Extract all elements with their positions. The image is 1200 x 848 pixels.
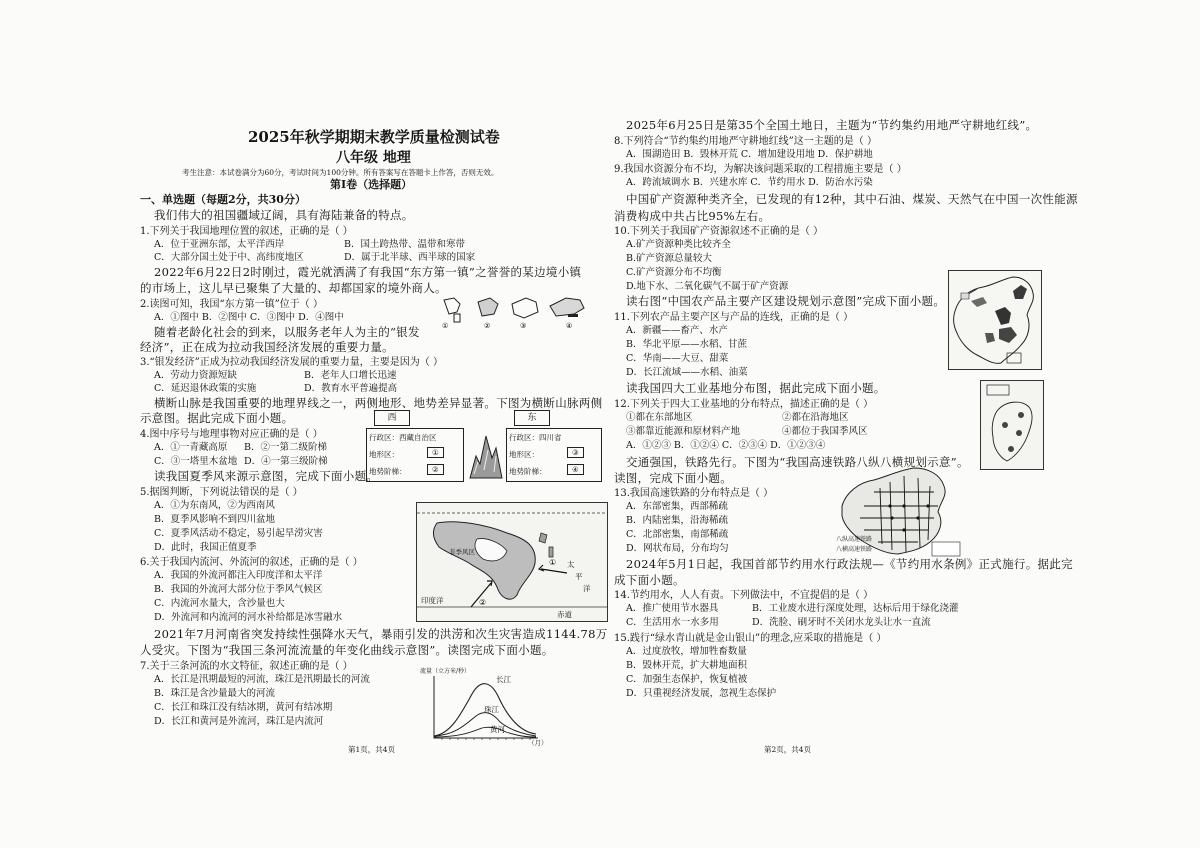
exam-subtitle: 八年级 地理 [336,150,411,166]
circle-3: ③ [567,447,584,458]
intro-3a: 随着老龄化社会的到来，以服务老年人为主的“银发 [154,325,420,339]
q11-option-b: B．华北平原——水稻、甘蔗 [626,339,747,350]
svg-text:③: ③ [520,322,527,330]
q1-option-d: D．属于北半球、西半球的国家 [344,252,476,263]
question-2: 2.读图可知，我国“东方第一镇”位于（ ） [140,299,323,310]
flow-ylabel: 流量（立方米/秒） [420,668,471,675]
pacific-label-1: 太 [567,560,575,569]
q7-option-c: C．长江和珠江没有结冰期，黄河有结冰期 [154,702,333,713]
q1-option-a: A．位于亚洲东部，太平洋西岸 [154,239,285,250]
left-page [140,0,610,848]
west-region: 行政区：西藏自治区 [369,433,437,442]
exam-title: 2025年秋学期期末教学质量检测试卷 [248,128,500,146]
q14-option-a: A．推广使用节水器具 [626,603,719,614]
section-heading: 一、单选题（每题2分，共30分） [140,193,306,206]
river-flow-chart [420,666,550,748]
q10-option-b: B.矿产资源总量较大 [626,253,713,264]
q13-option-d: D．网状布局，分布均匀 [626,543,729,554]
intro-2b: 的市场上，这儿早已聚集了大量的、却都国家的境外商人。 [140,281,447,295]
west-box [366,428,464,482]
question-1: 1.下列关于我国地理位置的叙述，正确的是（ ） [140,226,353,237]
question-11: 11.下列农产品主要产区与产品的连线，正确的是（ ） [614,312,854,323]
q1-option-b: B．国土跨热带、温带和寒带 [344,239,465,250]
q14-option-b: B．工业废水进行深度处理，达标后用于绿化浇灌 [752,603,959,614]
q5-option-a: A．①为东南风，②为西南风 [154,500,275,511]
q15-option-c: C．加强生态保护，恢复植被 [626,674,748,685]
intro-12: 读我国四大工业基地分布图，据此完成下面小题。 [626,381,886,395]
monsoon-map [416,502,608,622]
hengduan-figure [366,410,602,482]
nonmonsoon-label: 非季风区 [449,548,475,556]
volume-heading: 第Ⅰ卷（选择题） [330,178,413,191]
intro-14b: 成下面小题。 [614,573,685,587]
question-4: 4.图中序号与地理事物对应正确的是（ ） [140,429,323,440]
q5-option-c: C．夏季风活动不稳定，易引起旱涝灾害 [154,528,323,539]
svg-text:④: ④ [566,322,573,330]
industry-map [980,380,1044,470]
q15-option-b: B．毁林开荒，扩大耕地面积 [626,660,747,671]
q6-option-b: B．我国的外流河大部分位于季风气候区 [154,584,323,595]
intro-4a: 横断山脉是我国重要的地理界线之一，两侧地形、地势差异显著。下图为横断山脉两侧 [154,396,603,410]
q3-option-b: B．老年人口增长迅速 [304,370,397,381]
mountain-graphic [466,426,506,482]
exam-notice: 考生注意：本试卷满分为60分，考试时间为100分钟。所有答案写在答题卡上作答，否则无效。 [182,168,499,177]
east-town-maps [440,292,600,332]
question-15: 15.践行“绿水青山就是金山银山”的理念,应采取的措施是（ ） [614,633,887,644]
q12-statement-1: ①都在东部地区 [626,412,693,423]
q15-option-a: A．过度放牧，增加牲畜数量 [626,646,747,657]
circle-1: ① [427,447,444,458]
left-footer: 第1页，共4页 [348,745,396,754]
question-3: 3.“银发经济”正成为拉动我国经济发展的重要力量，主要是因为（ ） [140,357,443,368]
question-9: 9.我国水资源分布不均，为解决该问题采取的工程措施主要是（ ） [614,164,907,175]
q2-options: A．①图中 B．②图中 C．③图中 D．④图中 [154,312,344,323]
intro-7b: 人受灾。下图为“我国三条河流流量的年变化曲线示意图”。读图完成下面小题。 [140,643,554,657]
q10-option-a: A.矿产资源种类比较齐全 [626,239,731,250]
q13-option-b: B．内陆密集，沿海稀疏 [626,515,728,526]
circle-4: ④ [567,464,584,475]
svg-text:②: ② [479,598,487,607]
q12-statement-4: ④都位于我国季风区 [782,426,868,437]
right-footer: 第2页，共4页 [764,745,812,754]
q10-option-c: C.矿产资源分布不均衡 [626,267,722,278]
q10-option-d: D.地下水、二氧化碳气不属于矿产资源 [626,281,789,292]
intro-10a: 中国矿产资源种类齐全，已发现的有12种，其中石油、煤炭、天然气在中国一次性能源 [626,192,1078,206]
q9-options: A．跨流域调水 B．兴建水库 C．节约用水 D．防治水污染 [626,177,873,188]
rail-legend-2: 八横高速铁路 [836,546,873,553]
question-10: 10.下列关于我国矿产资源叙述不正确的是（ ） [614,226,824,237]
question-8: 8.下列符合“节约集约用地严守耕地红线”这一主题的是（ ） [614,136,877,147]
intro-10b: 消费构成中共占比95%左右。 [614,209,771,223]
intro-1: 我们伟大的祖国疆域辽阔，具有海陆兼备的特点。 [154,208,414,222]
series-changjiang: 长江 [496,675,511,684]
intro-11: 读右图“中国农产品主要产区建设规划示意图”完成下面小题。 [626,294,946,308]
indian-ocean-label: 印度洋 [421,596,444,605]
question-12: 12.下列关于四大工业基地的分布特点，描述正确的是（ ） [614,399,874,410]
q7-option-a: A．长江是汛期最短的河流，珠江是汛期最长的河流 [154,674,370,685]
q3-option-c: C．延迟退休政策的实施 [154,383,257,394]
q1-option-c: C．大部分国土处于中、高纬度地区 [154,252,304,263]
q14-option-c: C．生活用水一水多用 [626,617,719,628]
monsoon-map-graphic [417,503,607,621]
q4-option-c: C．③一塔里木盆地 [154,456,238,467]
q4-option-d: D．④一第三级阶梯 [244,456,328,467]
svg-text:②: ② [484,322,491,330]
equator-label: 赤道 [557,610,572,619]
q13-option-c: C．北部密集，南部稀疏 [626,529,729,540]
q4-option-b: B．②一第二级阶梯 [244,442,327,453]
q7-option-d: D．长江和黄河是外流河，珠江是内流河 [154,716,324,727]
intro-13a: 交通强国，铁路先行。下图为“我国高速铁路八纵八横规划示意”。 [626,455,969,469]
intro-13b: 读图，完成下面小题。 [614,471,732,485]
q15-option-d: D．只重视经济发展，忽视生态保护 [626,688,777,699]
right-page [614,0,1078,848]
east-label: 东 [514,410,550,426]
east-region: 行政区：四川省 [509,433,562,442]
east-step: 地势阶梯： [509,467,547,476]
q7-option-b: B．珠江是含沙量最大的河流 [154,688,275,699]
q4-option-a: A．①一青藏高原 [154,442,228,453]
svg-text:①: ① [442,322,449,330]
east-terrain: 地形区： [509,450,539,459]
west-label: 西 [374,410,410,426]
rail-legend-1: 八纵高速铁路 [836,536,873,543]
question-6: 6.关于我国内流河、外流河的叙述，正确的是（ ） [140,557,363,568]
series-huanghe: 黄河 [490,725,505,734]
q12-statement-2: ②都在沿海地区 [782,412,849,423]
flow-xlabel: （月） [528,739,548,747]
question-5: 5.据图判断，下列说法错误的是（ ） [140,487,303,498]
q11-option-a: A．新疆——畜产、水产 [626,325,728,336]
question-13: 13.我国高速铁路的分布特点是（ ） [614,488,774,499]
west-step: 地势阶梯： [369,467,407,476]
intro-3b: 经济”，正在成为拉动我国经济发展的重要力量。 [140,340,394,354]
series-zhujiang: 珠江 [484,705,499,714]
intro-14a: 2024年5月1日起，我国首部节约用水行政法规—《节约用水条例》正式施行。据此完 [626,557,1073,571]
intro-5: 读我国夏季风来源示意图，完成下面小题。 [154,469,379,483]
q3-option-a: A．劳动力资源短缺 [154,370,237,381]
question-7: 7.关于三条河流的水文特征，叙述正确的是（ ） [140,661,353,672]
question-14: 14.节约用水，人人有责。下列做法中，不宜提倡的是（ ） [614,590,874,601]
pacific-label-2: 平 [575,572,583,581]
agri-map [948,270,1042,370]
intro-8: 2025年6月25日是第35个全国土地日，主题为“节约集约用地严守耕地红线”。 [626,118,1038,132]
q6-option-a: A．我国的外流河都注入印度洋和太平洋 [154,570,323,581]
q5-option-b: B．夏季风影响不到四川盆地 [154,514,275,525]
east-box [506,428,602,482]
q3-option-d: D．教育水平普遍提高 [304,383,398,394]
intro-2a: 2022年6月22日2时刚过，霞光就洒满了有我国“东方第一镇”之誉誉的某边境小镇 [154,265,582,279]
q14-option-d: D．洗脸、刷牙时不关闭水龙头让水一直流 [752,617,931,628]
rail-map [834,462,964,558]
q5-option-d: D．此时，我国正值夏季 [154,542,257,553]
q13-option-a: A．东部密集，西部稀疏 [626,501,728,512]
pacific-label-3: 洋 [583,584,591,593]
industry-map-graphic [981,381,1043,469]
intro-7a: 2021年7月河南省突发持续性强降水天气，暴雨引发的洪涝和次生灾害造成1144.78万 [154,627,608,641]
west-terrain: 地形区： [369,450,399,459]
circle-2: ② [427,464,444,475]
q12-options: A．①②③ B．①②④ C．②③④ D．①②③④ [626,440,826,451]
q6-option-d: D．外流河和内流河的河水补给都是冰雪融水 [154,612,343,623]
q12-statement-3: ③都靠近能源和原材料产地 [626,426,741,437]
intro-4b: 示意图。据此完成下面小题。 [140,411,294,425]
q11-option-d: D．长江流域——水稻、油菜 [626,367,748,378]
svg-text:①: ① [549,558,557,567]
q8-options: A．围湖造田 B．毁林开荒 C．增加建设用地 D．保护耕地 [626,149,873,160]
q11-option-c: C．华南——大豆、甜菜 [626,353,729,364]
agri-map-graphic [949,271,1041,369]
q6-option-c: C．内流河水量大，含沙量也大 [154,598,285,609]
